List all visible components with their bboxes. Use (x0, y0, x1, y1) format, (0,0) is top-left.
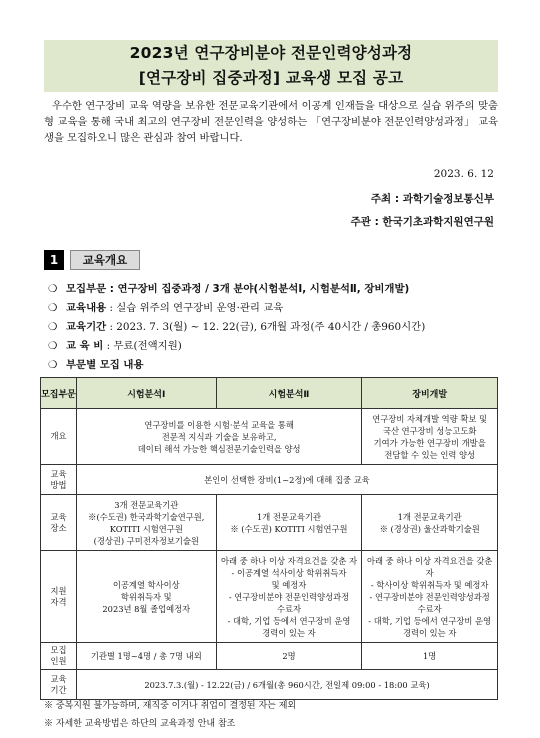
cell-line: 1개 전문교육기관 (397, 511, 462, 522)
cell-count-analysis-1: 기관별 1명~4명 / 총 7명 내외 (76, 643, 216, 670)
table-row-place (41, 495, 498, 551)
cell-line: 학위취득자 및 (120, 591, 172, 602)
cell-line: 기간 (50, 684, 67, 695)
bullet-marker: ❍ (48, 283, 58, 295)
cell-line: (경상권) 구미전자정보기술원 (93, 535, 199, 546)
cell-line: - 이공계열 석사이상 학위취득자 (231, 567, 347, 578)
footnote-reference: ※ 자세한 교육방법은 하단의 교육과정 안내 참조 (44, 719, 236, 729)
row-label-place (41, 495, 77, 551)
cell-line: - 학사이상 학위취득자 및 예정자 (370, 579, 489, 590)
cell-line: 전담할 수 있는 인력 양성 (384, 449, 476, 460)
title-line-2: [연구장비 집중과정] 교육생 모집 공고 (138, 69, 404, 87)
section-number: 1 (44, 250, 64, 270)
cell-line: 이공계열 학사이상 (112, 579, 180, 590)
header-analysis-2: 시험분석Ⅱ (216, 378, 362, 409)
cell-line: 데이터 해석 가능한 핵심전문기술인력을 양성 (137, 443, 301, 454)
bullet-marker: ❍ (48, 359, 58, 371)
intro-paragraph: 우수한 연구장비 교육 역량을 보유한 전문교육기관에서 이공계 인재들을 대상으로 실습 위주의 맞춤형 교육을 통해 국내 최고의 연구장비 전문인력을 양성하는 「연구장비분야 전문인력양성과정」 교육생을 모집하오니 많은 관심과 참여 바랍니다. (44, 100, 498, 144)
cell-place-equipment (362, 495, 498, 551)
cell-line: ※(수도권) 한국과학기술연구원, (88, 511, 205, 522)
cell-line: 부문 (58, 389, 76, 400)
cell-overview-analysis (76, 409, 361, 465)
header-analysis-1: 시험분석Ⅰ (76, 378, 216, 409)
footnote-duplicate: ※ 중복지원 불가능하며, 재직중 이거나 취업이 결정된 자는 제외 (44, 701, 297, 711)
bullet-content: ❍ 교육내용 : 실습 위주의 연구장비 운영·관리 교육 (48, 299, 508, 318)
bullet-fee: ❍ 교 육 비 : 무료(전액지원) (48, 337, 508, 356)
cell-line: ※ (수도권) KOTITI 시험연구원 (230, 523, 348, 534)
row-label-overview (41, 409, 77, 465)
organizer-name: 한국기초과학지원연구원 (382, 216, 494, 228)
cell-line: 아래 중 하나 이상 자격요건을 갖춘 자 (220, 555, 358, 566)
cell-line: 1개 전문교육기관 (256, 511, 321, 522)
row-label-count (41, 643, 77, 670)
cell-line: 자격 (50, 596, 67, 607)
cell-line: 국산 연구장비 성능고도화 (382, 425, 477, 436)
cell-line: 교육 (50, 673, 67, 684)
host-name: 과학기술정보통신부 (402, 193, 494, 205)
cell-line: 기여가 가능한 연구장비 개발을 (373, 437, 486, 448)
row-label-method (41, 465, 77, 495)
cell-line: 아래 중 하나 이상 자격요건을 갖춘 자 (366, 555, 493, 578)
cell-line: ※ (경상권) 울산과학기술원 (379, 523, 480, 534)
cell-line: 경력이 있는 자 (262, 627, 316, 638)
cell-line: 수료자 (276, 603, 301, 614)
header-equipment-dev: 장비개발 (362, 378, 498, 409)
table-row-period (41, 670, 498, 700)
table-header-row (41, 378, 498, 409)
host-label: 주최 : (370, 193, 400, 205)
host-organization (371, 191, 494, 206)
cell-line: 3개 전문교육기관 (114, 499, 179, 510)
cell-qual-analysis-1 (76, 551, 216, 643)
announcement-date: 2023. 6. 12 (433, 168, 494, 180)
overview-bullets (48, 280, 508, 375)
announcement-title (44, 40, 498, 92)
cell-place-analysis-2 (216, 495, 362, 551)
cell-line: 수료자 (417, 603, 442, 614)
cell-line: 지원 (50, 585, 67, 596)
cell-count-equipment: 1명 (362, 643, 498, 670)
cell-line: - 대학, 기업 등에서 연구장비 운영 (368, 615, 492, 626)
organizer-label: 주관 : (350, 216, 379, 228)
table-row-qualification (41, 551, 498, 643)
table-row-overview (41, 409, 498, 465)
cell-line: 연구장비를 이용한 시험·분석 교육을 통해 (144, 419, 294, 430)
cell-line: 인원 (50, 656, 67, 666)
cell-line: 2023년 8월 졸업예정자 (102, 603, 191, 614)
cell-line: 교육 (50, 468, 67, 479)
cell-count-analysis-2: 2명 (216, 643, 362, 670)
section-title: 교육개요 (70, 250, 140, 270)
bullet-recruit-field: ❍ 모집부문 : 연구장비 집중과정 / 3개 분야(시험분석Ⅰ, 시험분석Ⅱ, 장비개발) (48, 280, 508, 299)
cell-method: 본인이 선택한 장비(1~2정)에 대해 집중 교육 (76, 465, 497, 495)
cell-period: 2023.7.3.(월) - 12.22(금) / 6개월(총 960시간, 전일제 09:00 - 18:00 교육) (76, 670, 497, 700)
row-label-qualification (41, 551, 77, 643)
table-row-method (41, 465, 498, 495)
cell-line: 전문적 지식과 기술을 보유하고, (161, 431, 277, 442)
title-line-1: 2023년 연구장비분야 전문인력양성과정 (129, 44, 413, 62)
cell-line: 모집 (50, 645, 67, 655)
cell-overview-equipment (362, 409, 498, 465)
cell-line: KOTITI 시험연구원 (109, 523, 183, 534)
bullet-marker: ❍ (48, 321, 58, 333)
recruitment-table (40, 377, 498, 700)
cell-line: 장소 (50, 522, 67, 533)
bullet-period: ❍ 교육기간 : 2023. 7. 3(월) ~ 12. 22(금), 6개월 과정(주 40시간 / 총960시간) (48, 318, 508, 337)
bullet-marker: ❍ (48, 340, 58, 352)
bullet-marker: ❍ (48, 302, 58, 314)
cell-line: - 연구장비분야 전문인력양성과정 (228, 591, 350, 602)
cell-line: 방법 (50, 479, 67, 490)
row-label-period (41, 670, 77, 700)
cell-qual-analysis-2 (216, 551, 362, 643)
cell-line: - 대학, 기업 등에서 연구장비 운영 (227, 615, 351, 626)
header-corner (41, 378, 77, 409)
table-row-count (41, 643, 498, 670)
cell-line: 개요 (50, 431, 67, 441)
cell-line: 모집 (41, 389, 59, 400)
cell-line: 교육 (50, 511, 67, 522)
cell-line: 연구장비 자체개발 역량 확보 및 (372, 413, 488, 424)
cell-line: 및 예정자 (271, 579, 307, 590)
bullet-recruit-detail: ❍ 부문별 모집 내용 (48, 356, 508, 375)
organizer (351, 214, 494, 229)
cell-place-analysis-1 (76, 495, 216, 551)
cell-line: - 연구장비분야 전문인력양성과정 (369, 591, 490, 602)
cell-line: 경력이 있는 자 (402, 627, 457, 638)
cell-qual-equipment (362, 551, 498, 643)
